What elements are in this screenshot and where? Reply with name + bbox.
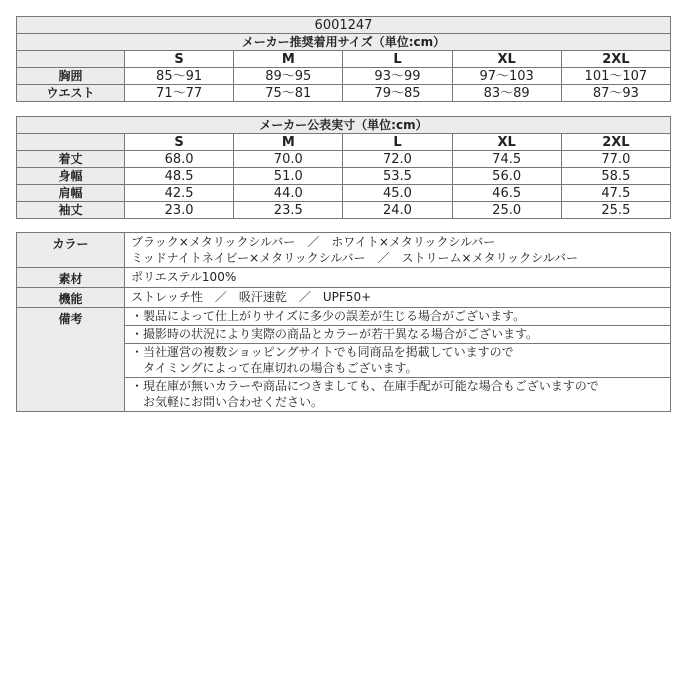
row-label-length: 着丈	[17, 151, 125, 168]
note-item	[125, 378, 670, 411]
table-cell: 74.5	[452, 151, 561, 168]
recommended-size-title: メーカー推奨着用サイズ（単位:cm）	[17, 34, 671, 51]
table-cell: 23.0	[125, 202, 234, 219]
size-header: M	[234, 134, 343, 151]
color-label: カラー	[17, 233, 125, 268]
color-line: ブラック×メタリックシルバー ／ ホワイト×メタリックシルバー	[131, 235, 496, 249]
table-cell: 85～91	[125, 68, 234, 85]
corner-cell	[17, 51, 125, 68]
table-cell: 89～95	[234, 68, 343, 85]
corner-cell	[17, 134, 125, 151]
size-header: S	[125, 134, 234, 151]
row-label-sleeve: 袖丈	[17, 202, 125, 219]
table-cell: 42.5	[125, 185, 234, 202]
table-cell: 71～77	[125, 85, 234, 102]
function-label: 機能	[17, 288, 125, 308]
note-line: タイミングによって在庫切れの場合もございます。	[131, 361, 418, 375]
table-row	[17, 85, 671, 102]
table-cell: 101～107	[561, 68, 670, 85]
table-cell: 45.0	[343, 185, 452, 202]
table-cell: 93～99	[343, 68, 452, 85]
function-row	[17, 288, 671, 308]
table-cell: 25.5	[561, 202, 670, 219]
color-line: ミッドナイトネイビー×メタリックシルバー ／ ストリーム×メタリックシルバー	[131, 251, 578, 265]
table-cell: 46.5	[452, 185, 561, 202]
notes-list	[125, 308, 671, 412]
table-cell: 25.0	[452, 202, 561, 219]
note-item	[125, 308, 670, 326]
table-cell: 48.5	[125, 168, 234, 185]
material-value: ポリエステル100%	[125, 268, 671, 288]
size-header: S	[125, 51, 234, 68]
notes-row	[17, 308, 671, 412]
table-cell: 23.5	[234, 202, 343, 219]
size-header: L	[343, 134, 452, 151]
function-value: ストレッチ性 ／ 吸汗速乾 ／ UPF50+	[125, 288, 671, 308]
recommended-size-table	[16, 16, 671, 102]
actual-size-title: メーカー公表実寸（単位:cm）	[17, 117, 671, 134]
size-header: L	[343, 51, 452, 68]
material-row	[17, 268, 671, 288]
size-header: M	[234, 51, 343, 68]
size-header: XL	[452, 51, 561, 68]
material-label: 素材	[17, 268, 125, 288]
table-cell: 58.5	[561, 168, 670, 185]
table-cell: 47.5	[561, 185, 670, 202]
table-row	[17, 168, 671, 185]
table-row	[17, 68, 671, 85]
table-row	[17, 185, 671, 202]
size-header: 2XL	[561, 51, 670, 68]
table-row	[17, 151, 671, 168]
color-row	[17, 233, 671, 268]
row-label-width: 身幅	[17, 168, 125, 185]
table-cell: 79～85	[343, 85, 452, 102]
size-header: 2XL	[561, 134, 670, 151]
actual-size-table	[16, 116, 671, 219]
table-cell: 77.0	[561, 151, 670, 168]
table-cell: 24.0	[343, 202, 452, 219]
row-label-shoulder: 肩幅	[17, 185, 125, 202]
row-label-chest: 胸囲	[17, 68, 125, 85]
product-info-table	[16, 232, 671, 412]
table-cell: 87～93	[561, 85, 670, 102]
note-line: ・現在庫が無いカラーや商品につきましても、在庫手配が可能な場合もございますので	[131, 379, 599, 393]
table-cell: 44.0	[234, 185, 343, 202]
table-cell: 75～81	[234, 85, 343, 102]
table-cell: 97～103	[452, 68, 561, 85]
table-cell: 56.0	[452, 168, 561, 185]
table-cell: 68.0	[125, 151, 234, 168]
note-item	[125, 344, 670, 378]
note-line: お気軽にお問い合わせください。	[131, 395, 324, 409]
notes-label: 備考	[17, 308, 125, 412]
note-line: ・当社運営の複数ショッピングサイトでも同商品を掲載していますので	[131, 345, 514, 359]
table-cell: 72.0	[343, 151, 452, 168]
table-cell: 53.5	[343, 168, 452, 185]
size-header: XL	[452, 134, 561, 151]
table-row	[17, 202, 671, 219]
color-value	[125, 233, 671, 268]
note-line: ・撮影時の状況により実際の商品とカラーが若干異なる場合がございます。	[131, 327, 539, 341]
row-label-waist: ウエスト	[17, 85, 125, 102]
note-line: ・製品によって仕上がりサイズに多少の誤差が生じる場合がございます。	[131, 309, 526, 323]
note-item	[125, 326, 670, 344]
product-code: 6001247	[17, 17, 671, 34]
table-cell: 51.0	[234, 168, 343, 185]
table-cell: 83～89	[452, 85, 561, 102]
table-cell: 70.0	[234, 151, 343, 168]
